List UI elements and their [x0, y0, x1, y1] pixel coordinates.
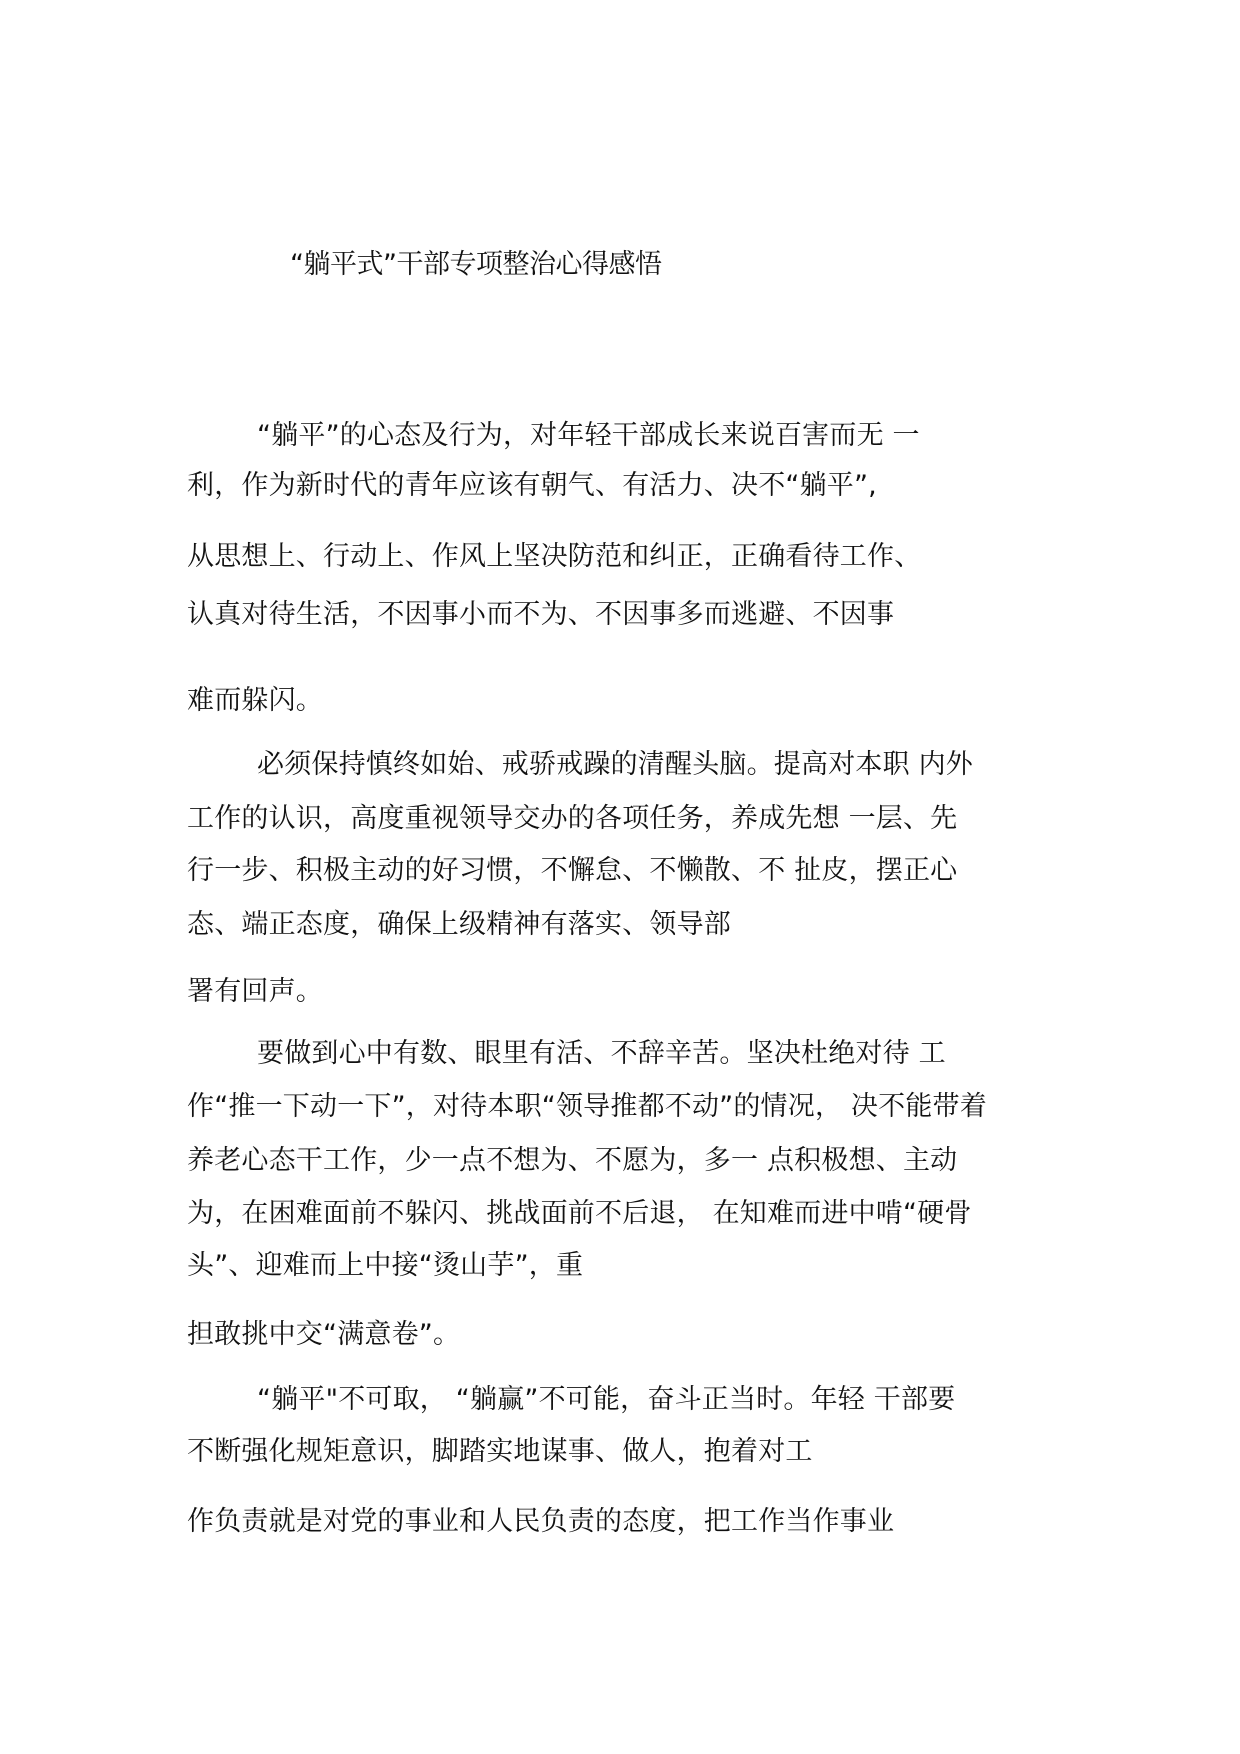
text-line: 态、端正态度，确保上级精神有落实、领导部	[187, 909, 731, 940]
text-line: 为，在困难面前不躲闪、挑战面前不后退， 在知难而进中啃“硬骨	[187, 1198, 972, 1229]
text-line: 要做到心中有数、眼里有活、不辞辛苦。坚决杜绝对待 工	[257, 1038, 946, 1069]
text-line: 作“推一下动一下”，对待本职“领导推都不动”的情况， 决不能带着	[187, 1091, 987, 1122]
text-line: 署有回声。	[187, 976, 323, 1007]
text-line: 必须保持慎终如始、戒骄戒躁的清醒头脑。提高对本职 内外	[257, 749, 973, 780]
text-line: 利，作为新时代的青年应该有朝气、有活力、决不“躺平”,	[187, 470, 877, 501]
text-line: 作负责就是对党的事业和人民负责的态度，把工作当作事业	[187, 1506, 895, 1537]
document-title: “躺平式”干部专项整治心得感悟	[290, 249, 662, 280]
text-line: 工作的认识，高度重视领导交办的各项任务，养成先想 一层、先	[187, 803, 958, 834]
text-line: “躺平”的心态及行为，对年轻干部成长来说百害而无 一	[257, 420, 920, 451]
text-line: 养老心态干工作，少一点不想为、不愿为，多一 点积极想、主动	[187, 1145, 958, 1176]
text-line: 头”、迎难而上中接“烫山芋”，重	[187, 1250, 584, 1281]
text-line: 难而躲闪。	[187, 685, 323, 716]
text-line: 担敢挑中交“满意卷”。	[187, 1319, 461, 1350]
text-line: 认真对待生活，不因事小而不为、不因事多而逃避、不因事	[187, 599, 895, 630]
text-line: 行一步、积极主动的好习惯，不懈怠、不懒散、不 扯皮，摆正心	[187, 855, 958, 886]
text-line: 从思想上、行动上、作风上坚决防范和纠正，正确看待工作、	[187, 541, 922, 572]
text-line: “躺平"不可取， “躺赢”不可能，奋斗正当时。年轻 干部要	[257, 1384, 956, 1415]
text-line: 不断强化规矩意识，脚踏实地谋事、做人，抱着对工	[187, 1436, 813, 1467]
